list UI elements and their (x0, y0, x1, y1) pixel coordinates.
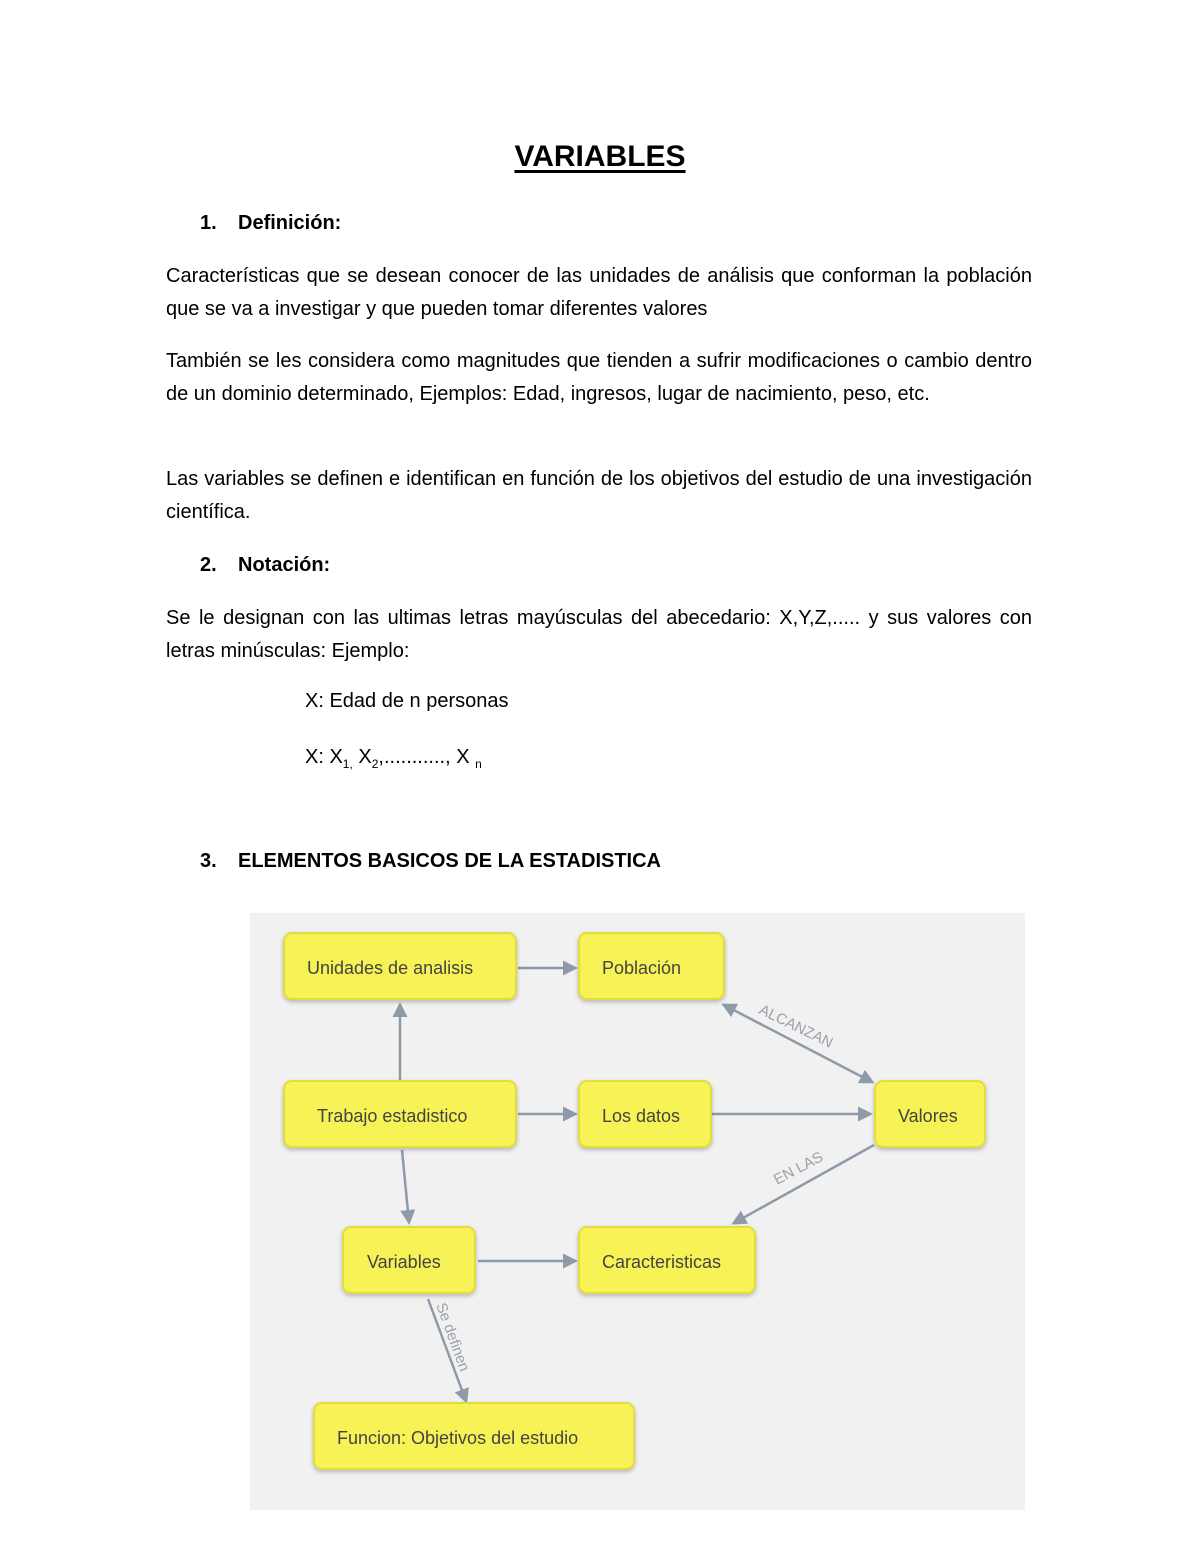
example-text: ,..........., X (378, 746, 476, 768)
paragraph-definition: Características que se desean conocer de las unidades de análisis que conforman la población que se va a investigar y que pueden tomar diferentes valores (166, 265, 1032, 320)
node-valores (875, 1081, 985, 1147)
node-variables (343, 1227, 475, 1293)
section-title: Notación: (238, 554, 331, 576)
example-text: X: X (305, 746, 343, 768)
section-heading-elementos (200, 850, 661, 873)
section-heading-definicion (200, 212, 341, 235)
page-title (0, 140, 1200, 174)
edge-label-alcanzan: ALCANZAN (756, 1001, 836, 1052)
node-unidades-de-analisis (284, 933, 516, 999)
title-text: VARIABLES (514, 140, 686, 173)
node-label: Funcion: Objetivos del estudio (337, 1428, 579, 1448)
node-caracteristicas (579, 1227, 755, 1293)
section-number: 1. (200, 212, 217, 234)
paragraph-magnitudes: También se les considera como magnitudes que tienden a sufrir modificaciones o cambio dentro de un dominio determinado, Ejemplos: Edad, ingresos, lugar de nacimiento, peso, etc. (166, 350, 1032, 405)
paragraph-objectives: Las variables se definen e identifican en función de los objetivos del estudio de una investigación científica. (166, 468, 1032, 523)
section-number: 2. (200, 554, 217, 576)
subscript: 2 (371, 757, 379, 771)
node-label: Caracteristicas (602, 1252, 722, 1272)
node-label: Variables (367, 1252, 441, 1272)
example-text: X (352, 746, 372, 768)
example-line-1: X: Edad de n personas (305, 690, 509, 712)
subscript: n (475, 757, 482, 771)
concept-map (250, 913, 1025, 1510)
edge-label-en-las: EN LAS (770, 1148, 826, 1189)
node-funcion-objetivos (314, 1403, 634, 1469)
section-title: Definición: (238, 212, 342, 234)
node-trabajo-estadistico (284, 1081, 516, 1147)
node-label: Población (602, 958, 682, 978)
section-number: 3. (200, 850, 217, 872)
section-heading-notacion (200, 554, 330, 577)
node-los-datos (579, 1081, 711, 1147)
node-label: Los datos (602, 1106, 681, 1126)
node-label: Valores (898, 1106, 958, 1126)
example-line-2 (305, 746, 482, 771)
paragraph-notation: Se le designan con las ultimas letras mayúsculas del abecedario: X,Y,Z,..... y sus valores con letras minúsculas: Ejemplo: (166, 607, 1032, 662)
node-label: Trabajo estadistico (317, 1106, 468, 1126)
node-label: Unidades de analisis (307, 958, 474, 978)
edge-label-se-definen: Se definen (432, 1300, 473, 1374)
section-title: ELEMENTOS BASICOS DE LA ESTADISTICA (238, 850, 661, 872)
subscript: 1, (342, 757, 353, 771)
node-poblacion (579, 933, 724, 999)
